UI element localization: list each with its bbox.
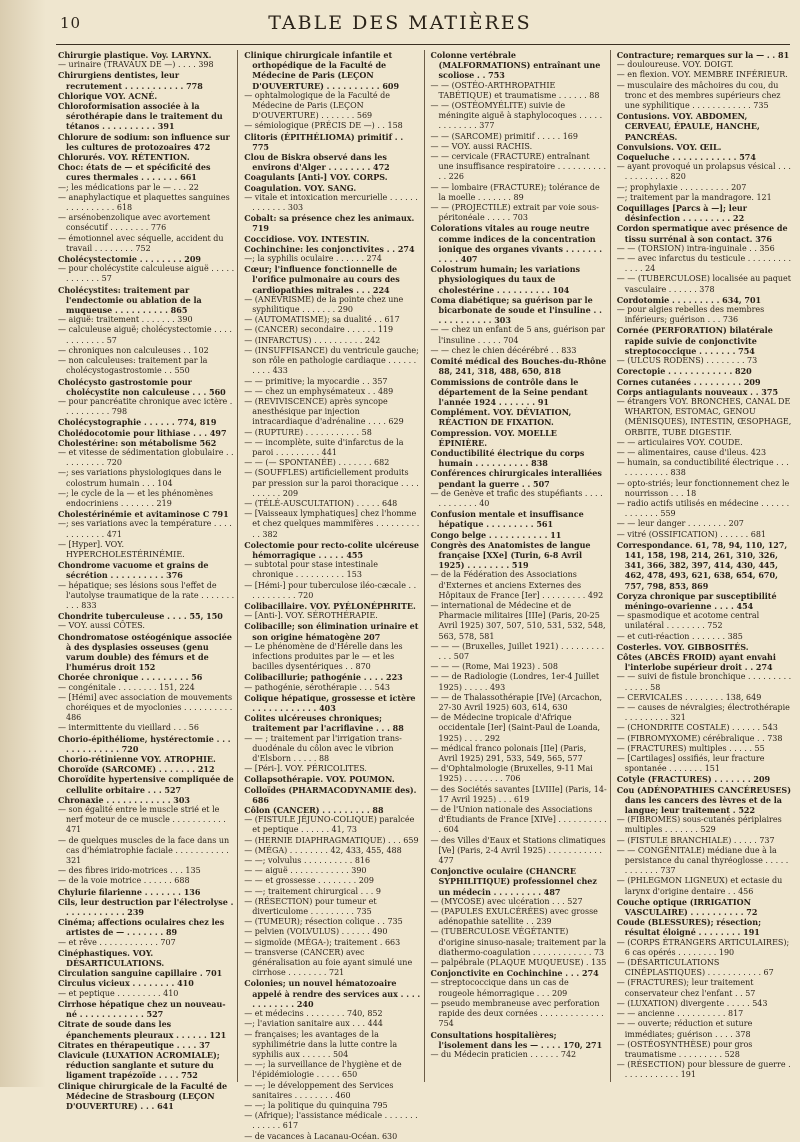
- index-entry: — sémiologique (PRÉCIS DE —) . . 158: [244, 121, 403, 131]
- index-entry: Chondrome vacuome et grains de sécrétion . . . . . . . . . . 376: [58, 560, 209, 581]
- index-entry: — (ULCUS RODENS) . . . . . . . . 73: [616, 356, 758, 366]
- index-entry: Coude (BLESSURES); résection; résultat éloigné . . . . . . . . 191: [616, 917, 762, 938]
- index-entry: Chorée chronique . . . . . . . . . 56: [58, 672, 203, 683]
- index-entry: Chirurgie plastique. Voy. LARYNX.: [58, 50, 212, 60]
- index-entry: Chorio-rétinienne VOY. ATROPHIE.: [58, 754, 216, 765]
- index-entry: Complément. VOY. DÉVIATION, RÉACTION DE FIXATION.: [430, 407, 572, 428]
- index-entry: — [Vaisseaux lymphatiques] chez l'homme et chez quelques mammifères . . . . . . . . . . . 382: [244, 509, 420, 539]
- index-entry: — en flexion. VOY. MEMBRE INFÉRIEUR.: [616, 70, 788, 80]
- index-entry: —; ses variations physiologiques dans le colostrum humain . . . 104: [58, 468, 222, 488]
- index-entry: — pelvien (VOLVULUS) . . . . . . 490: [244, 927, 388, 937]
- index-entry: Choroïdite hypertensive compliquée de cellulite orbitaire . . . 527: [58, 774, 234, 795]
- index-entry: — — primitive; la myocardie . . 357: [244, 376, 388, 386]
- index-entry: Cou (ADÉNOPATHIES CANCÉREUSES) dans les cancers des lèvres et de la langue; leur traitement . 522: [616, 784, 791, 816]
- index-entry: Chondromatose ostéogénique associée à des dysplasies osseuses (genu varum double) des fémurs et de l'humérus droit 152: [58, 631, 232, 673]
- index-entry: — (FRACTURES) multiples . . . . . 55: [616, 743, 765, 753]
- index-entry: — son égalité entre le muscle strié et le nerf moteur de ce muscle . . . . . . . . . . . 471: [58, 805, 226, 835]
- index-entry: — transverse (CANCER) avec généralisation au foie ayant simulé une cirrhose . . . . . . . . 721: [244, 947, 413, 978]
- index-entry: Contracture; remarques sur la — . . 81: [616, 50, 790, 60]
- index-entry: — (RUPTURE) . . . . . . . . . . . 58: [244, 427, 372, 437]
- index-entry: — — (SARCOME) primitif . . . . . 169: [430, 131, 578, 141]
- index-entry: Coryza chronique par susceptibilité méningo-ovarienne . . . . 454: [616, 590, 777, 611]
- index-entry: Cordotomie . . . . . . . . . 634, 701: [616, 294, 762, 305]
- index-entry: Clavicule (LUXATION ACROMIALE); réduction sanglante et suture du ligament trapézoïde . . . . 752: [58, 1049, 220, 1081]
- index-entry: Chlorurés. VOY. RÉTENTION.: [58, 152, 190, 163]
- index-entry: Choroïde (SARCOME) . . . . . . . 212: [58, 764, 215, 775]
- index-entry: — douloureuse. VOY. DOIGT.: [616, 60, 734, 70]
- index-entry: Corps antiagulants nouveaux . . 375: [616, 386, 779, 397]
- index-entry: Colibacille; son élimination urinaire et son origine hématogène 207: [244, 621, 419, 642]
- index-entry: Cholédocotomie pour lithiase . . . 497: [58, 427, 227, 438]
- index-entry: — — ancienne . . . . . . . . . . 817: [616, 1009, 744, 1019]
- index-entry: Coagulation. VOY. SANG.: [244, 182, 357, 193]
- index-entry: — et rêve . . . . . . . . . . . . 707: [58, 937, 176, 947]
- index-entry: Chlorique VOY. ACNÉ.: [58, 90, 158, 101]
- index-entry: — des fibres irido-motrices . . . 135: [58, 866, 201, 876]
- index-entry: — et médecins . . . . . . . . 740, 852: [244, 1009, 383, 1019]
- index-entry: — humain, sa conductibilité électrique . . . . . . . . . . . . 838: [616, 458, 789, 478]
- index-entry: — et cuti-réaction . . . . . . . 385: [616, 631, 743, 641]
- header-rule: [56, 44, 790, 45]
- index-entry: Cholécystectomie . . . . . . . . 209: [58, 254, 201, 265]
- index-entry: — — ouverte; réduction et suture immédiates; guérison . . . . 378: [616, 1019, 753, 1039]
- index-entry: — intermittente du vieillard . . . 56: [58, 723, 199, 733]
- index-entry: — (TUMEUR); résection colique . . 735: [244, 917, 403, 927]
- index-entry: — pour cholécystite calculeuse aiguë . . . . . . . . . . . . 57: [58, 264, 235, 284]
- index-entry: Colostrum humain; les variations physiologiques du taux de cholestérine . . . . . . . . . . 104: [430, 264, 581, 295]
- index-entry: — (OSTÉOSYNTHÈSE) pour gros traumatisme . . . . . . . . . 528: [616, 1039, 753, 1059]
- index-entry: — (RÉSECTION) pour tumeur et diverticulome . . . . . . . . . 735: [244, 896, 377, 917]
- index-entry: — (REVIVISCENCE) après syncope anesthésique par injection intracardiaque d'adrénaline . . . . 629: [244, 396, 404, 427]
- index-entry: — congénitale . . . . . . . . 151, 224: [58, 682, 195, 692]
- index-entry: Comité médical des Bouches-du-Rhône 88, 241, 318, 488, 650, 818: [430, 356, 607, 377]
- index-entry: — pathogénie, sérothérapie . . . 543: [244, 682, 390, 692]
- index-entry: — — et grossesse . . . . . . . . 209: [244, 876, 374, 886]
- index-entry: Cordon spermatique avec présence de tissu surrénal à son contact. 376: [616, 223, 788, 244]
- index-entry: — (INFARCTUS) . . . . . . . . . . 242: [244, 335, 381, 345]
- index-entry: — (PAPULES EXULCÉRÉES) avec grosse adénopathie satellite . . 239: [430, 907, 598, 927]
- index-entry: — hépatique; ses lésions sous l'effet de l'autolyse traumatique de la rate . . . . . . . . . . 833: [58, 580, 235, 610]
- index-entry: —; les médications par le — . . . 22: [58, 182, 199, 192]
- index-entry: Cotyle (FRACTURES) . . . . . . . 209: [616, 774, 771, 785]
- index-entry: —; l'aviation sanitaire aux . . . 444: [244, 1019, 383, 1029]
- index-entry: — — suivi de fistule bronchique . . . . . . . . . . . . . . 58: [616, 672, 792, 692]
- index-entry: — (FIBROMES) sous-cutanés périplaires multiples . . . . . . . 529: [616, 815, 782, 835]
- index-entry: — (HERNIE DIAPHRAGMATIQUE) . . . 659: [244, 835, 419, 845]
- index-entry: — de l'Union nationale des Associations d'Étudiants de France [XIVe] . . . . . . . . . . . 604: [430, 805, 607, 835]
- index-entry: Corectopie . . . . . . . . . . . . 820: [616, 366, 752, 377]
- index-entry: Côtes (ABCÈS FROID) ayant envahi l'interlobe supérieur droit . . 274: [616, 651, 776, 673]
- index-entry: Cils, leur destruction par l'électrolyse . . . . . . . . . . . . 239: [58, 896, 234, 918]
- index-entry: — radio actifs utilisés en médecine . . . . . . . . . . . . . 559: [616, 498, 790, 519]
- index-entry: — musculaire des mâchoires du cou, du tronc et des membres supérieurs chez une syphilitique . . . . . . . . . . . . 735: [616, 80, 781, 111]
- index-entry: — ayant provoqué un prolapsus vésical . . . . . . . . . . . . 820: [616, 162, 791, 182]
- index-entry: Cinéma; affections oculaires chez les artistes de — . . . . . . . 89: [58, 917, 225, 938]
- index-entry: — et vitesse de sédimentation globulaire . . . . . . . . . . 720: [58, 447, 234, 468]
- index-entry: — vitale et intoxication mercurielle . . . . . . . . . . . . . 303: [244, 192, 418, 213]
- index-column-3: [431, 50, 611, 1082]
- index-entry: — urinaire (TRAVAUX DE —) . . . . 398: [58, 60, 214, 70]
- index-entry: — — ; traitement par l'irrigation trans-duodénale du côlon avec le vibrion d'Elsborn . . . . . 88: [244, 733, 402, 764]
- index-entry: Conjonctivite en Cochinchine . . . 274: [430, 968, 599, 979]
- index-column-1: [58, 50, 238, 1111]
- index-entry: Circulus vicieux . . . . . . . . 410: [58, 978, 194, 989]
- index-entry: — — de Thalassothérapie [IVe] (Arcachon, 27-30 Avril 1925) 603, 614, 630: [430, 692, 603, 712]
- page-spine-shadow: [0, 0, 46, 1087]
- index-entry: Cobalt: sa présence chez les animaux. 719: [244, 213, 415, 234]
- index-entry: — — (OSTÉO-ARTHROPATHIE TABÉTIQUE) et traumatisme . . . . . . 88: [430, 80, 600, 100]
- index-entry: — de Médecine tropicale d'Afrique occidentale [Ier] (Saint-Paul de Loanda, 1925) . . . . 292: [430, 713, 601, 743]
- index-entry: — — chez un enfant de 5 ans, guérison par l'insuline . . . . . 704: [430, 325, 605, 345]
- index-entry: — — lombaire (FRACTURE); tolérance de la moelle . . . . . . . 89: [430, 182, 600, 202]
- index-entry: — (INSUFFISANCE) du ventricule gauche; son rôle en pathologie cardiaque . . . . . . . . . . 433: [244, 345, 419, 376]
- index-entry: — (CANCER) secondaire . . . . . . 119: [244, 325, 394, 335]
- index-entry: — (FISTULE JÉJUNO-COLIQUE) paralcée et peptique . . . . . . 41, 73: [244, 815, 415, 835]
- index-entry: — — aiguë . . . . . . . . . . . . 390: [244, 866, 367, 876]
- index-entry: Coccidiose. VOY. INTESTIN.: [244, 233, 370, 244]
- index-entry: Chronaxie . . . . . . . . . . . . 303: [58, 794, 190, 805]
- index-entry: Cholestérine: son métabolisme 562: [58, 437, 217, 448]
- index-entry: — des Sociétés savantes [LVIIIe] (Paris, 14-17 Avril 1925) . . . 619: [430, 784, 607, 804]
- index-entry: Cholécystites: traitement par l'endectomie ou ablation de la muqueuse . . . . . . . . . . 865: [58, 284, 202, 316]
- index-entry: Colique hépatique, grossesse et ictère . . . . . . . . . . . . 403: [244, 692, 416, 713]
- index-entry: — —; la surveillance de l'hygiène et de l'épidémiologie . . . . . 650: [244, 1060, 402, 1080]
- index-entry: — international de Médecine et de Pharmacie militaires [IIIe] (Paris, 20-25 Avril 1925) 307, 507, 510, 531, 532, 548, 563, 578, 581: [430, 600, 606, 641]
- index-entry: — —; traitement chirurgical . . . 9: [244, 886, 381, 896]
- index-entry: — et peptique . . . . . . . . . 410: [58, 988, 179, 998]
- index-entry: — (CORPS ÉTRANGERS ARTICULAIRES); 6 cas opérés . . . . . . . . 190: [616, 937, 790, 957]
- index-entry: — — VOY. aussi RACHIS.: [430, 141, 533, 151]
- index-entry: Cœur; l'influence fonctionnelle de l'orifice pulmonaire au cours des cardiopathies mitrales . . . 224: [244, 264, 400, 295]
- index-entry: — (CHONDRITE COSTALE) . . . . . . 543: [616, 723, 778, 733]
- index-entry: Cholécystographie . . . . . . 774, 819: [58, 417, 217, 428]
- index-entry: — de Genève et trafic des stupéfiants . . . . . . . . . . . . 40: [430, 488, 603, 508]
- page-number: 10: [60, 14, 82, 32]
- index-entry: — sigmoïde (MÉGA-); traitement . 663: [244, 937, 401, 947]
- index-entry: — — cervicale (FRACTURE) entraînant une insuffisance respiratoire . . . . . . . . . . . . 226: [430, 152, 607, 182]
- index-entry: —; le cycle de la — et les phénomènes endocriniens . . . . . . . 219: [58, 488, 213, 508]
- index-entry: — CERVICALES . . . . . . . . 138, 649: [616, 692, 762, 702]
- index-entry: — — (— SPONTANÉE) . . . . . . . 682: [244, 458, 390, 468]
- index-entry: — aiguë: traitement . . . . . . . 390: [58, 315, 193, 325]
- index-entry: Côlon (CANCER) . . . . . . . . . 88: [244, 805, 384, 816]
- index-entry: Coma diabétique; sa guérison par le bicarbonate de soude et l'insuline . . . . . . . . . . . . 303: [430, 294, 602, 326]
- index-entry: — — CONGÉNITALE) médiane due à la persistance du canal thyréoglosse . . . . . . . . . . . . 737: [616, 845, 789, 876]
- index-entry: — [Anti-]. VOY. SÉROTHÉRAPIE.: [244, 611, 378, 621]
- index-entry: Chondrite tuberculeuse . . . . 55, 150: [58, 611, 223, 622]
- index-columns: [58, 50, 796, 1141]
- index-entry: — chroniques non calculeuses . . 102: [58, 345, 209, 355]
- index-entry: Colonies; un nouvel hématozoaire appelé à rendre des services aux . . . . . . . . . . . . 240: [244, 978, 421, 1009]
- index-entry: — — (PROJECTILE) extrait par voie sous-péritonéale . . . . . 703: [430, 203, 599, 223]
- index-entry: — (Afrique); l'assistance médicale . . . . . . . . . . . . . 617: [244, 1111, 418, 1131]
- index-entry: Circulation sanguine capillaire . 701: [58, 968, 223, 979]
- index-entry: Colibacillaire. VOY. PYÉLONÉPHRITE.: [244, 600, 416, 611]
- index-entry: — (FIBROMYXOME) cérébralique . . 738: [616, 733, 783, 743]
- index-entry: — [Cartilages] ossifiés, leur fracture spontanée . . . . . . . 151: [616, 754, 765, 774]
- index-entry: — Le phénomène de d'Hérelle dans les infections produites par le — et les bacilles dysentériques . . 870: [244, 641, 403, 672]
- index-column-4: [617, 50, 796, 1082]
- index-entry: Chylurie filarienne . . . . . . . 136: [58, 886, 201, 897]
- index-entry: —; prophylaxie . . . . . . . . . . 207: [616, 182, 747, 192]
- index-entry: Colites ulcéreuses chroniques; traitement par l'acriflavine . . . 88: [244, 713, 404, 734]
- index-entry: — ophtalmologique de la Faculté de Médecine de Paris (LEÇON D'OUVERTURE) . . . . . . . 569: [244, 90, 391, 121]
- index-entry: — (DÉSARTICULATIONS CINÉPLASTIQUES) . . . . . . . . . . . 67: [616, 958, 774, 978]
- index-entry: — d'Ophtalmologie (Bruxelles, 9-11 Mai 1925) . . . . . . . . 706: [430, 764, 593, 784]
- index-entry: — — (OSTÉOMYÉLITE) suivie de méningite aiguë à staphylocoques . . . . . . . . . . . . . 377: [430, 101, 603, 131]
- running-title: TABLE DES MATIÈRES: [268, 12, 532, 34]
- index-entry: Colonne vertébrale (MALFORMATIONS) entraînant une scoliose . . 753: [430, 50, 601, 81]
- index-entry: — (SOUFFLES) artificiellement produits par pression sur la paroi thoracique . . . . . . . . . . 209: [244, 468, 419, 498]
- index-entry: Cornée (PERFORATION) bilatérale rapide suivie de conjonctivite streptococcique . . . . . . . 754: [616, 325, 773, 356]
- index-entry: — vitré (OSSIFICATION) . . . . . . 681: [616, 529, 767, 539]
- index-entry: — — avec infarctus du testicule . . . . . . . . . . . . . 24: [616, 254, 791, 274]
- index-entry: — (LUXATION) divergente . . . . . 543: [616, 998, 768, 1008]
- index-entry: Commissions de contrôle dans le département de la Seine pendant l'année 1924 . . . . . . . 91: [430, 376, 588, 407]
- index-entry: — non calculeuses: traitement par la cholécystogastrostomie . . 550: [58, 356, 208, 376]
- index-entry: — — chez le chien décérébré . . 833: [430, 345, 577, 355]
- index-entry: Coquillages [Parcs à —]; leur désinfection . . . . . . . . . 22: [616, 203, 747, 224]
- index-entry: — [Péri-]. VOY. PÉRICOLITES.: [244, 764, 367, 774]
- index-entry: — opto-striés; leur fonctionnement chez le nourrisson . . . 18: [616, 478, 790, 498]
- index-entry: Choc: états de — et spécificité des cures thermales . . . . . . . 661: [58, 162, 211, 183]
- index-entry: — — de Radiologie (Londres, 1er-4 Juillet 1925) . . . . . 493: [430, 672, 600, 692]
- index-entry: — des Villes d'Eaux et Stations climatiques [Ve] (Paris, 2-4 Avril 1925) . . . . . . . . . . . 477: [430, 835, 606, 866]
- index-entry: Cinéphastiques. VOY. DÉSARTICULATIONS.: [58, 947, 165, 969]
- index-entry: — (TUBERCULOSE VÉGÉTANTE) d'origine sinuso-nasale; traitement par la diathermo-coagulation . . . . . . . . . . . . 73: [430, 927, 607, 957]
- page-header: [0, 0, 800, 40]
- index-entry: — de vacances à Lacanau-Océan. 630: [244, 1131, 398, 1141]
- index-entry: — pseudo membraneuse avec perforation rapide des deux cornées . . . . . . . . . . . . . 754: [430, 998, 604, 1029]
- index-entry: Contusions. VOY. ABDOMEN, CERVEAU, ÉPAULE, HANCHE, PANCRÉAS.: [616, 111, 760, 142]
- index-entry: — streptococcique dans un cas de rougeole hémorragique . . . 209: [430, 978, 569, 998]
- index-entry: Cirrhose hépatique chez un nouveau-né . . . . . . . . . . . . 527: [58, 998, 226, 1020]
- index-entry: — (ANÉVRISME) de la pointe chez une syphilitique . . . . . . . 290: [244, 294, 404, 315]
- index-entry: — palpébrale (PLAQUE MUQUEUSE) . 135: [430, 958, 607, 968]
- index-entry: — anaphylactique et plaquettes sanguines . . . . . . . . . . 618: [58, 192, 230, 213]
- index-entry: Cornes cutanées . . . . . . . . . 209: [616, 376, 761, 387]
- index-entry: Congrès des Anatomistes de langue française [XXe] (Turin, 6-8 Avril 1925) . . . . . . . . 519: [430, 539, 591, 571]
- index-entry: Colibacillurie; pathogénie . . . . 223: [244, 672, 403, 683]
- index-entry: — de la voie motrice . . . . . . 688: [58, 876, 190, 886]
- index-entry: Coqueluche . . . . . . . . . . . . 574: [616, 152, 756, 163]
- index-entry: — — (TUBERCULOSE) localisée au paquet vasculaire . . . . . . 378: [616, 274, 791, 294]
- index-entry: — pour pancréatite chronique avec ictère . . . . . . . . . . 798: [58, 396, 233, 417]
- index-entry: — de quelques muscles de la face dans un cas d'hémiatrophie faciale . . . . . . . . . . . 321: [58, 835, 230, 866]
- index-entry: — calculeuse aiguë; cholécystectomie . . . . . . . . . . . . 57: [58, 325, 232, 345]
- index-entry: — (PHLEGMON LIGNEUX) et ectasie du larynx d'origine dentaire . . 456: [616, 876, 783, 896]
- index-entry: — (TÉLÉ-AUSCULTATION) . . . . . 648: [244, 498, 398, 508]
- index-entry: — de la Fédération des Associations d'Externes et anciens Externes des Hôpitaux de France [Ier] . . . . . . . . . 492: [430, 570, 604, 600]
- index-entry: — — articulaires VOY. COUDE.: [616, 437, 743, 447]
- index-column-2: [244, 50, 424, 1141]
- index-entry: — médical franco polonais [IIe] (Paris, Avril 1925) 291, 533, 549, 565, 577: [430, 743, 587, 764]
- index-entry: — —; la politique du quinquina 795: [244, 1100, 388, 1110]
- index-entry: Citrates en thérapeutique . . . . 37: [58, 1039, 211, 1050]
- index-entry: Citrate de soude dans les épanchements pleuraux . . . . . . 121: [58, 1019, 227, 1040]
- index-entry: Consultations hospitalières; l'isolement dans les — . . . . 170, 271: [430, 1029, 603, 1050]
- index-entry: — (MYCOSE) avec ulcération . . . 527: [430, 896, 583, 906]
- index-entry: Compression. VOY. MOELLE ÉPINIÈRE.: [430, 427, 557, 448]
- index-entry: — subtotal pour stase intestinale chronique . . . . . . . . . . 153: [244, 560, 378, 580]
- index-entry: — — — (Rome, Mai 1923) . 508: [430, 662, 558, 672]
- index-entry: — [Hémi-] pour tuberculose iléo-cæcale . . . . . . . . . . . 720: [244, 580, 417, 600]
- index-entry: — —; le développement des Services sanitaires . . . . . . . . 460: [244, 1080, 394, 1100]
- index-entry: — (FRACTURES); leur traitement conservateur chez l'enfant . . 57: [616, 978, 756, 998]
- index-entry: Correspondance. 61, 78, 94, 110, 127, 141, 158, 198, 214, 261, 310, 326, 341, 366, 382, 397, 414, 430, 445, 462, 478, 493, 621, 638, 654, 670, 757, 798, 853, 869: [616, 539, 788, 591]
- index-entry: — étrangers VOY. BRONCHES, CANAL DE WHARTON, ESTOMAC, GENOU (MÉNISQUES), INTESTIN, ŒSOPHAGE, ORBITE, TUBE DIGESTIF.: [616, 396, 792, 437]
- index-entry: —; ses variations avec la température . . . . . . . . . . . . 471: [58, 519, 232, 539]
- index-entry: Chlorure de sodium: son influence sur les cultures de protozoaires 472: [58, 131, 230, 152]
- index-entry: Colorations vitales au rouge neutre comme indices de la concentration ionique des organes vivants . . . . . . . . . . . 407: [430, 223, 603, 265]
- index-entry: —; traitement par la mandragore. 121: [616, 192, 772, 202]
- index-entry: — — causes de névralgies; électrothérapie . . . . . . . . . 321: [616, 703, 790, 723]
- index-entry: — (MÉGA) . . . . . . . . 42, 433, 455, 488: [244, 845, 402, 855]
- index-entry: — [Hyper]. VOY. HYPERCHOLESTÉRINÉMIE.: [58, 539, 185, 559]
- index-entry: Collapsothérapie. VOY. POUMON.: [244, 774, 395, 785]
- index-entry: — (RÉSECTION) pour blessure de guerre . . . . . . . . . . . . 191: [616, 1060, 791, 1080]
- index-entry: — — (TORSION) intra-inguinale . . 356: [616, 243, 775, 253]
- index-entry: — — chez un emphysémateux . . 489: [244, 386, 394, 396]
- index-entry: Couche optique (IRRIGATION VASCULAIRE) . . . . . . . . . . 72: [616, 896, 758, 918]
- index-entry: Chorio-épithéliome, hystérectomie . . . . . . . . . . . . . 720: [58, 733, 231, 754]
- index-entry: Congo belge . . . . . . . . . . . 11: [430, 529, 562, 540]
- index-entry: — (AUTOMATISME); sa dualité . . 617: [244, 315, 400, 325]
- index-entry: — — leur danger . . . . . . . . 207: [616, 519, 744, 529]
- index-entry: Clitoris (ÉPITHÉLIOMA) primitif . . 775: [244, 131, 404, 152]
- index-entry: —; la syphilis oculaire . . . . . . 274: [244, 254, 382, 264]
- index-entry: Clinique chirurgicale de la Faculté de Médecine de Strasbourg (LEÇON D'OUVERTURE) . . . 641: [58, 1080, 228, 1111]
- index-entry: Cochinchine: les conjonctivites . . 274: [244, 243, 415, 254]
- index-entry: Conjonctive oculaire (CHANCRE SYPHILITIQUE) professionnel chez un médecin . . . . . . . . . 487: [430, 866, 597, 897]
- index-entry: — — alimentaires, cause d'ileus. 423: [616, 447, 767, 457]
- index-entry: — — incomplète, suite d'infarctus de la paroi . . . . . . . . . 441: [244, 437, 404, 457]
- index-entry: — françaises; les avantages de la syphilimétrie dans la lutte contre la syphilis aux . . . . . . 504: [244, 1029, 398, 1059]
- index-entry: Chirurgiens dentistes, leur recrutement . . . . . . . . . . . 778: [58, 70, 203, 91]
- index-entry: Chloroformisation associée à la sérothérapie dans le traitement du tétanos . . . . . . . . . . 391: [58, 101, 223, 132]
- index-entry: — — — (Bruxelles, Juillet 1921) . . . . . . . . . . . . 507: [430, 641, 605, 661]
- index-entry: Cholécysto gastrostomie pour cholécystite non calculeuse . . . 560: [58, 376, 226, 397]
- index-entry: — du Médecin praticien . . . . . . 742: [430, 1049, 577, 1059]
- index-entry: Convulsions. VOY. ŒIL.: [616, 141, 722, 152]
- index-entry: Clou de Biskra observé dans les environs d'Alger . . . . . . . . 472: [244, 152, 390, 173]
- index-entry: — VOY. aussi CÔTES.: [58, 621, 145, 631]
- index-entry: Clinique chirurgicale infantile et orthopédique de la Faculté de Médecine de Paris (LEÇON D'OUVERTURE) . . . . . . . . . . 609: [244, 50, 400, 91]
- index-entry: Confusion mentale et insuffisance hépatique . . . . . . . . . 561: [430, 509, 584, 530]
- index-entry: Coagulants [Anti-] VOY. CORPS.: [244, 172, 388, 183]
- index-entry: — —; volvulus . . . . . . . . . . 816: [244, 856, 371, 866]
- index-entry: — pour algies rebelles des membres inférieurs; guérison . . . 736: [616, 305, 765, 325]
- index-entry: Colloïdes (PHARMACODYNAMIE des). 686: [244, 784, 417, 805]
- index-entry: — émotionnel avec séquelle, accident du travail . . . . . . . . 752: [58, 233, 224, 253]
- index-entry: — (FISTULE BRANCHIALE) . . . . . 737: [616, 835, 775, 845]
- index-entry: Conductibilité électrique du corps humain . . . . . . . . . . 838: [430, 447, 585, 469]
- index-entry: — spasmodique et acotome central unilatéral . . . . . . . . 752: [616, 611, 760, 631]
- index-entry: Colectomie pour recto-colite ulcéreuse hémorragique . . . . . 455: [244, 539, 420, 560]
- index-entry: — [Hémi] avec association de mouvements choréiques et de myoclonies . . . . . . . . . . 486: [58, 692, 233, 723]
- index-entry: Conférences chirurgicales interalliées pendant la guerre . . 507: [430, 468, 602, 489]
- index-entry: Costerles. VOY. GIBBOSITÉS.: [616, 641, 749, 652]
- index-entry: Cholestérinémie et avitaminose C 791: [58, 509, 229, 520]
- index-entry: — arsénobenzolique avec avortement consécutif . . . . . . . . 776: [58, 213, 211, 233]
